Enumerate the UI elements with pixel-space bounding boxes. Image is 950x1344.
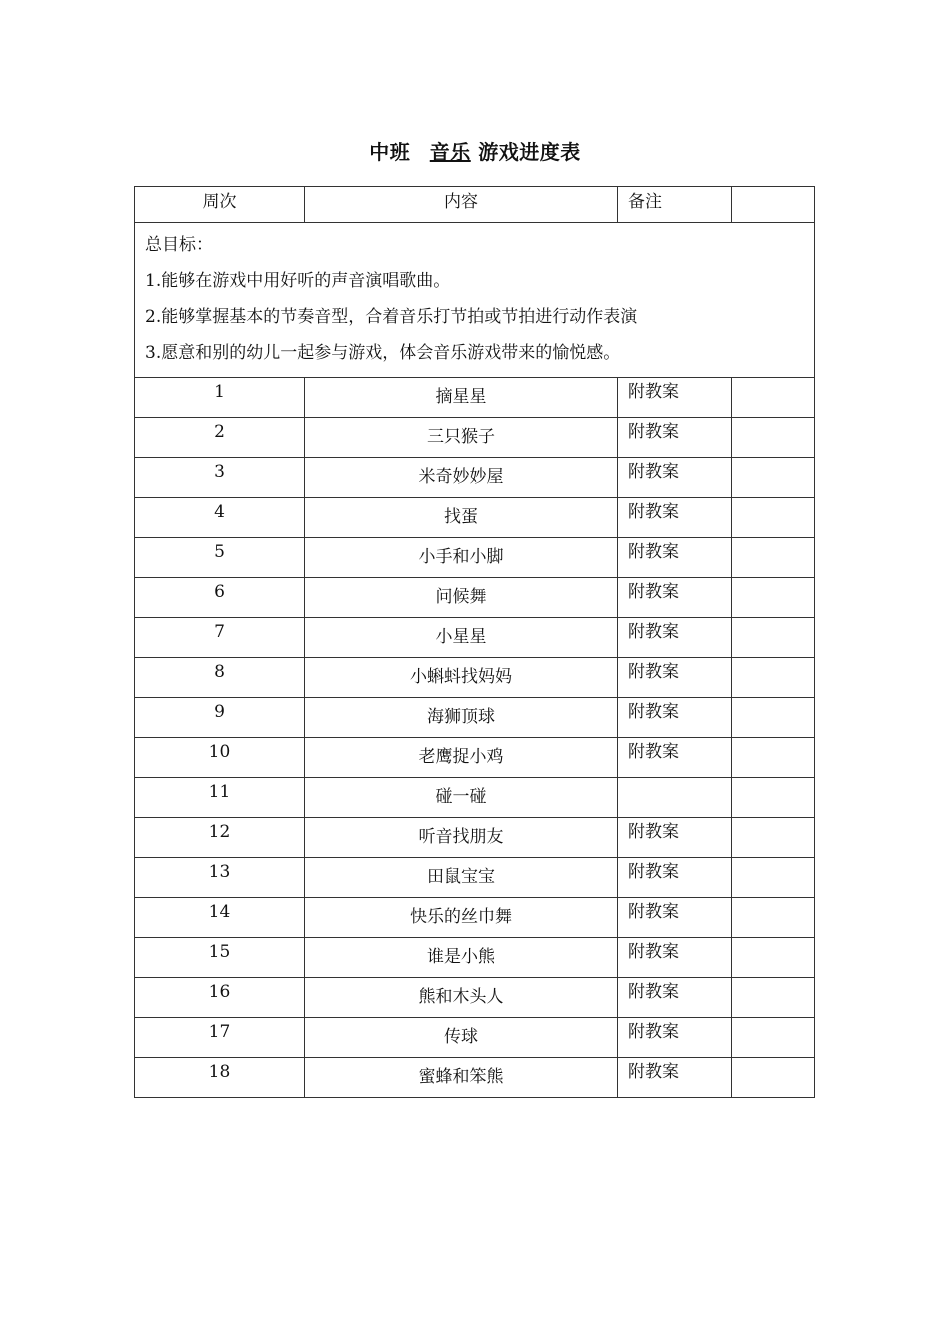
week-cell: 18 (135, 1058, 305, 1098)
week-cell: 2 (135, 418, 305, 458)
table-row (135, 1018, 815, 1058)
table-row (135, 858, 815, 898)
content-cell: 三只猴子 (305, 418, 618, 458)
content-cell: 海狮顶球 (305, 698, 618, 738)
table-row (135, 618, 815, 658)
extra-cell (732, 618, 815, 658)
week-cell: 16 (135, 978, 305, 1018)
table-row (135, 978, 815, 1018)
note-cell (618, 778, 732, 818)
schedule-table (134, 186, 815, 1098)
extra-cell (732, 458, 815, 498)
note-cell: 附教案 (618, 978, 732, 1018)
week-cell: 5 (135, 538, 305, 578)
week-cell: 6 (135, 578, 305, 618)
extra-cell (732, 858, 815, 898)
table-row (135, 778, 815, 818)
week-cell: 14 (135, 898, 305, 938)
goals-row (135, 223, 815, 378)
note-cell: 附教案 (618, 578, 732, 618)
goals-heading: 总目标： (145, 235, 213, 255)
goals-cell (135, 223, 815, 378)
content-cell: 谁是小熊 (305, 938, 618, 978)
title-suffix: 游戏进度表 (478, 140, 581, 164)
content-cell: 蜜蜂和笨熊 (305, 1058, 618, 1098)
title-subject: 音乐 (429, 140, 471, 164)
week-cell: 1 (135, 378, 305, 418)
note-cell: 附教案 (618, 898, 732, 938)
content-cell: 找蛋 (305, 498, 618, 538)
week-cell: 11 (135, 778, 305, 818)
week-cell: 10 (135, 738, 305, 778)
page-title (0, 138, 950, 166)
table-row (135, 658, 815, 698)
extra-cell (732, 938, 815, 978)
goal-item-1: 1.能够在游戏中用好听的声音演唱歌曲。 (145, 271, 451, 291)
note-cell: 附教案 (618, 938, 732, 978)
note-cell: 附教案 (618, 1018, 732, 1058)
header-extra (732, 187, 815, 223)
week-cell: 12 (135, 818, 305, 858)
header-content: 内容 (305, 187, 618, 223)
week-cell: 17 (135, 1018, 305, 1058)
table-row (135, 1058, 815, 1098)
note-cell: 附教案 (618, 498, 732, 538)
table-row (135, 498, 815, 538)
table-row (135, 538, 815, 578)
table-row (135, 818, 815, 858)
goal-item-2: 2.能够掌握基本的节奏音型，合着音乐打节拍或节拍进行动作表演 (145, 307, 638, 327)
header-week: 周次 (135, 187, 305, 223)
header-note: 备注 (618, 187, 732, 223)
week-cell: 13 (135, 858, 305, 898)
week-cell: 4 (135, 498, 305, 538)
note-cell: 附教案 (618, 658, 732, 698)
extra-cell (732, 578, 815, 618)
note-cell: 附教案 (618, 858, 732, 898)
content-cell: 熊和木头人 (305, 978, 618, 1018)
note-cell: 附教案 (618, 738, 732, 778)
week-cell: 9 (135, 698, 305, 738)
content-cell: 老鹰捉小鸡 (305, 738, 618, 778)
note-cell: 附教案 (618, 698, 732, 738)
table-row (135, 898, 815, 938)
extra-cell (732, 1018, 815, 1058)
note-cell: 附教案 (618, 418, 732, 458)
week-cell: 15 (135, 938, 305, 978)
week-cell: 7 (135, 618, 305, 658)
extra-cell (732, 698, 815, 738)
extra-cell (732, 1058, 815, 1098)
note-cell: 附教案 (618, 1058, 732, 1098)
table-row (135, 578, 815, 618)
extra-cell (732, 978, 815, 1018)
table-row (135, 738, 815, 778)
table-row (135, 378, 815, 418)
content-cell: 传球 (305, 1018, 618, 1058)
goal-item-3: 3.愿意和别的幼儿一起参与游戏，体会音乐游戏带来的愉悦感。 (145, 343, 621, 363)
week-cell: 8 (135, 658, 305, 698)
extra-cell (732, 658, 815, 698)
table-row (135, 938, 815, 978)
content-cell: 小星星 (305, 618, 618, 658)
extra-cell (732, 378, 815, 418)
note-cell: 附教案 (618, 458, 732, 498)
content-cell: 听音找朋友 (305, 818, 618, 858)
table-row (135, 418, 815, 458)
extra-cell (732, 778, 815, 818)
title-class: 中班 (369, 140, 411, 164)
content-cell: 碰一碰 (305, 778, 618, 818)
extra-cell (732, 818, 815, 858)
extra-cell (732, 498, 815, 538)
content-cell: 摘星星 (305, 378, 618, 418)
extra-cell (732, 538, 815, 578)
week-cell: 3 (135, 458, 305, 498)
content-cell: 快乐的丝巾舞 (305, 898, 618, 938)
table-header-row (135, 187, 815, 223)
note-cell: 附教案 (618, 618, 732, 658)
note-cell: 附教案 (618, 378, 732, 418)
content-cell: 小手和小脚 (305, 538, 618, 578)
table-row (135, 698, 815, 738)
note-cell: 附教案 (618, 818, 732, 858)
content-cell: 问候舞 (305, 578, 618, 618)
table-row (135, 458, 815, 498)
content-cell: 米奇妙妙屋 (305, 458, 618, 498)
extra-cell (732, 418, 815, 458)
content-cell: 小蝌蚪找妈妈 (305, 658, 618, 698)
extra-cell (732, 738, 815, 778)
note-cell: 附教案 (618, 538, 732, 578)
extra-cell (732, 898, 815, 938)
content-cell: 田鼠宝宝 (305, 858, 618, 898)
schedule-table-body (135, 187, 815, 1098)
